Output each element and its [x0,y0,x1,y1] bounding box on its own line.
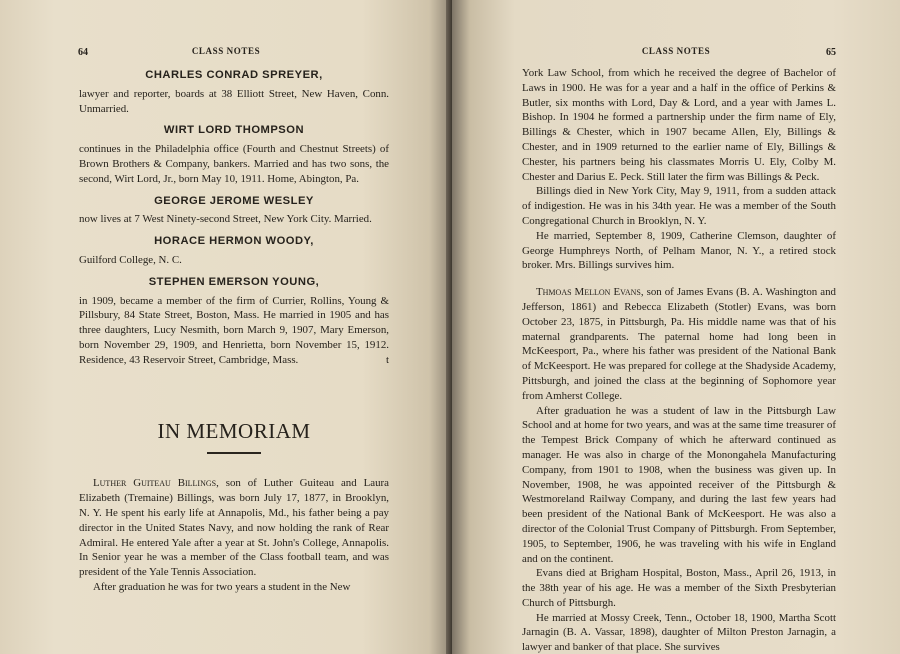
entry-name: CHARLES CONRAD SPREYER, [145,69,323,81]
paragraph [79,580,389,595]
entry-text [79,253,389,268]
entry-text [79,87,389,117]
left-page-content [79,64,389,595]
entry-body: in 1909, became a member of the firm of Currier, Rollins, Young & Pillsbury, 84 State Street, Boston, Mass. He married in 1905 and has three daughters, Lucy Nesmith, born March 9, 1907, Mary Emerson, born November 29, 1909, and Henrietta, born November 15, 1912. Residence, 43 Reservoir Street, Cambridge, Mass. [79,294,389,366]
entry-body: now lives at 7 West Ninety-second Street, New York City. Married. [79,213,372,226]
paragraph-text: He married at Mossy Creek, Tenn., October 18, 1900, Martha Scott Jarnagin (B. A. Vassar, 1898), daughter of Milton Preston Jarnagin, a lawyer and banker of that place. She survives [522,611,836,654]
name-lead: Thmoas Mellon Evans, [536,286,644,299]
paragraph [522,566,836,610]
paragraph [522,404,836,567]
entry-name: STEPHEN EMERSON YOUNG, [148,275,320,288]
paragraph [522,229,836,273]
class-notes-entries [79,68,389,368]
stray-mark: t [385,353,389,366]
memoriam-text [79,476,389,594]
running-head-right: CLASS NOTES [641,46,711,56]
running-head-left: CLASS NOTES [191,46,261,56]
paragraph-text: After graduation he was for two years a student in the New [93,580,351,593]
paragraph [522,184,836,228]
paragraph-text: Billings died in New York City, May 9, 1911, from a sudden attack of indigestion. He was in his 34th year. He was a member of the South Congregational Church in Brooklyn, N. Y. [522,185,836,227]
paragraph-text: son of James Evans (B. A. Washington and Jefferson, 1861) and Rebecca Elizabeth (Stotler) Evans, was born October 23, 1875, in Pittsburgh, Pa. His middle name was that of his maternal grandparents. The paternal home had long been in McKeesport, Pa., where his father was president of the National Bank of McKeesport. He was prepared for college at the Shadyside Academy, Pittsburgh, and joined the class at the beginning of Sophomore year from Amherst College. [522,286,836,402]
paragraph-text: York Law School, from which he received the degree of Bachelor of Laws in 1900. He was for a year and a half in the office of Perkins & Butler, six months with Lord, Day & Lord, and a year with James L. Bishop. In 1904 he formed a partnership under the firm name of Ely, Billings & Chester, which in 1907 became Allen, Ely, Billings & Chester, and in 1909 returned to the earlier name of Ely, Billings & Chester, his partners being his classmates Morris U. Ely, Colby M. Chester and Darius E. Peck. Still later the firm was Billings & Peck. [522,67,836,183]
paragraph-text: son of Luther Guiteau and Laura Elizabeth (Tremaine) Billings, was born July 17, 1877, in Brooklyn, N. Y. He spent his early life at Annapolis, Md., his father being a pay director in the United States Navy, and now holding the rank of Rear Admiral. He entered Yale after a year at St. John's College, Annapolis. In Senior year he was a member of the Class football team, and was president of the Yale Tennis Association. [79,477,389,579]
paragraph-text: He married, September 8, 1909, Catherine Clemson, daughter of George Humphreys North, of Pelham Manor, N. Y., a retired stock broker. Mrs. Billings survives him. [522,229,836,272]
page-number-right: 65 [826,47,836,58]
heading-rule [207,452,261,454]
paragraph [79,476,389,580]
paragraph [522,66,836,184]
entry-name: WIRT LORD THOMPSON [163,124,305,137]
right-page-content [522,66,836,654]
entry-text [79,212,389,227]
entry-text [79,142,389,186]
entry-body: continues in the Philadelphia office (Fourth and Chestnut Streets) of Brown Brothers & Company, bankers. Married and has two sons, the second, Wirt Lord, Jr., born May 10, 1911. Home, Abington, Pa. [79,143,389,185]
paragraph [522,611,836,654]
name-lead: Luther Guiteau Billings, [93,477,219,490]
in-memoriam-heading: IN MEMORIAM [157,418,311,443]
page-number-left: 64 [78,47,88,58]
entry-name: HORACE HERMON WOODY, [154,235,314,248]
entry-text [79,294,389,368]
entry-body: Guilford College, N. C. [79,253,182,266]
paragraph-text: After graduation he was a student of law in the Pittsburgh Law School and at home for two years, and was at the same time treasurer of the Tempest Brick Company of which he afterward continued as manager. He was also in charge of the Monongahela Manufacturing Company, from 1901 to 1908, when the business was given up. In November, 1908, he was appointed receiver of the Pittsburgh & Westmoreland Railway Company, and during the last few years had been president of the National Bank of McKeesport. He was also a director of the Colonial Trust Company of Pittsburgh. From September, 1905, to September, 1906, he was traveling with his wife in England and on the continent. [522,404,836,565]
right-page [452,0,900,654]
entry-body: lawyer and reporter, boards at 38 Elliott Street, New Haven, Conn. Unmarried. [79,87,389,115]
paragraph [522,285,836,403]
paragraph-text: Evans died at Brigham Hospital, Boston, Mass., April 26, 1913, in the 38th year of his age. He was a member of the Sixth Presbyterian Church of Pittsburgh. [522,567,836,609]
entry-name: GEORGE JEROME WESLEY [154,194,314,207]
